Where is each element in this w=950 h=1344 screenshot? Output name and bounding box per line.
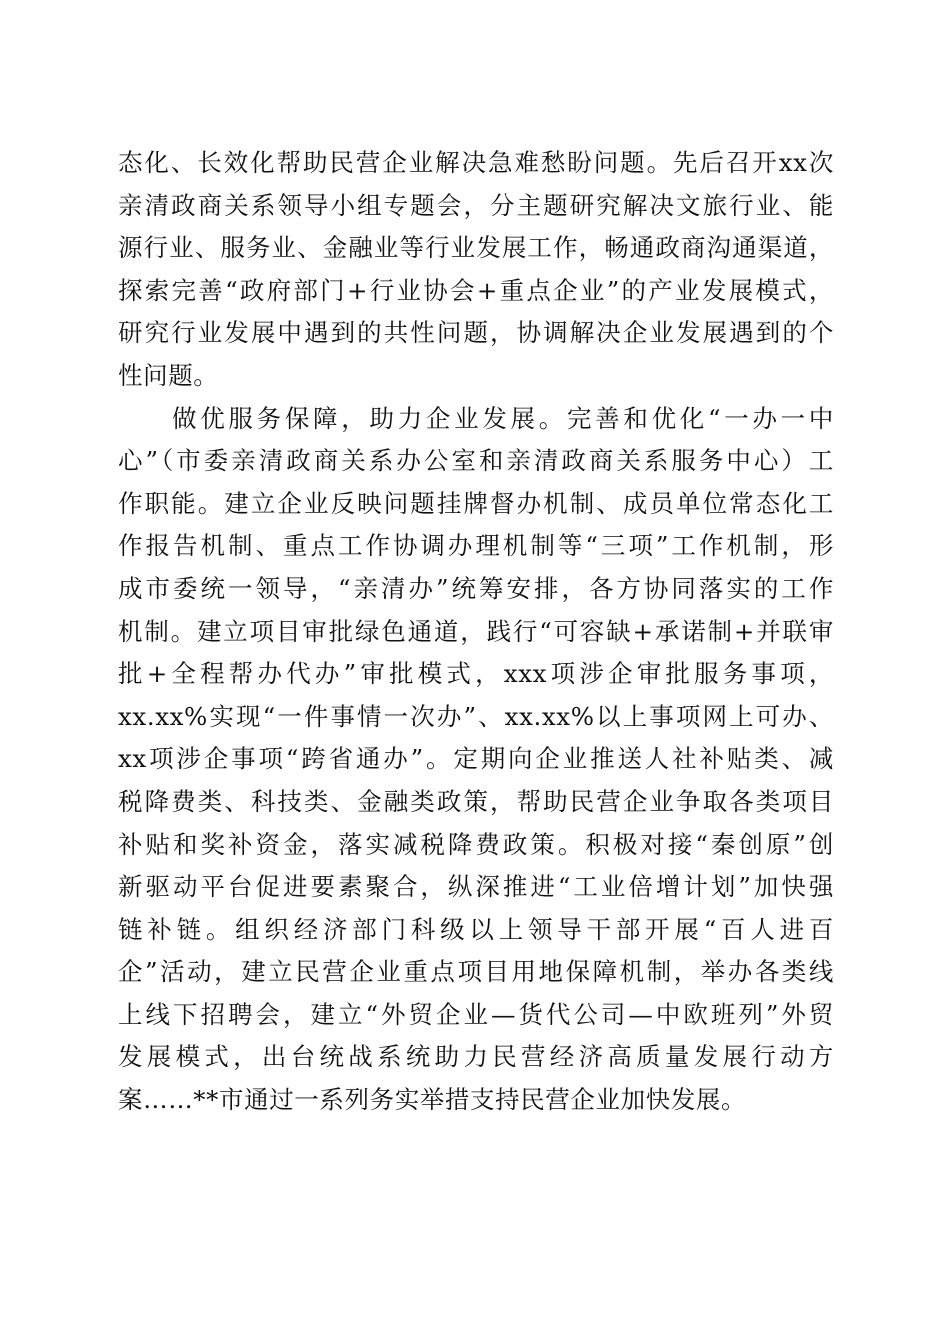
text-line: 态化、长效化帮助民营企业解决急难愁盼问题。先后召开xx次: [118, 148, 834, 177]
text-line: 新驱动平台促进要素聚合，纵深推进“工业倍增计划”加快强: [118, 872, 834, 902]
text-line: 发展模式，出台统战系统助力民营经济高质量发展行动方: [118, 1042, 834, 1072]
paragraph-1: [118, 142, 834, 398]
text-line: 探索完善“政府部门+行业协会+重点企业”的产业发展模式，: [118, 275, 834, 305]
text-line: 亲清政商关系领导小组专题会，分主题研究解决文旅行业、能: [118, 190, 834, 220]
text-line: 上线下招聘会，建立“外贸企业—货代公司—中欧班列”外贸: [118, 999, 834, 1029]
text-line: 成市委统一领导，“亲清办”统筹安排，各方协同落实的工作: [118, 573, 834, 603]
paragraph-2: [118, 398, 834, 1122]
text-line: 心”（市委亲清政商关系办公室和亲清政商关系服务中心）工: [118, 446, 834, 476]
text-line: 链补链。组织经济部门科级以上领导干部开展“百人进百: [118, 914, 834, 944]
text-line: 做优服务保障，助力企业发展。完善和优化“一办一中: [172, 403, 834, 433]
body-text: [118, 142, 834, 1122]
text-line: 作报告机制、重点工作协调办理机制等“三项”工作机制，形: [118, 531, 834, 561]
text-line: 批+全程帮办代办”审批模式，xxx项涉企审批服务事项，: [118, 659, 834, 689]
text-line: 研究行业发展中遇到的共性问题，协调解决企业发展遇到的个: [118, 318, 834, 348]
text-line: 补贴和奖补资金，落实减税降费政策。积极对接“秦创原”创: [118, 829, 834, 859]
text-line: 案……**市通过一系列务实举措支持民营企业加快发展。: [118, 1085, 747, 1115]
text-line: 企”活动，建立民营企业重点项目用地保障机制，举办各类线: [118, 957, 834, 987]
text-line: 作职能。建立企业反映问题挂牌督办机制、成员单位常态化工: [118, 488, 834, 518]
text-line: 源行业、服务业、金融业等行业发展工作，畅通政商沟通渠道，: [118, 233, 834, 263]
text-line: xx项涉企事项“跨省通办”。定期向企业推送人社补贴类、减: [118, 744, 834, 774]
text-line: xx.xx%实现“一件事情一次办”、xx.xx%以上事项网上可办、: [118, 701, 834, 731]
text-line: 性问题。: [118, 360, 219, 390]
text-line: 机制。建立项目审批绿色通道，践行“可容缺+承诺制+并联审: [118, 616, 834, 646]
text-line: 税降费类、科技类、金融类政策，帮助民营企业争取各类项目: [118, 786, 834, 816]
